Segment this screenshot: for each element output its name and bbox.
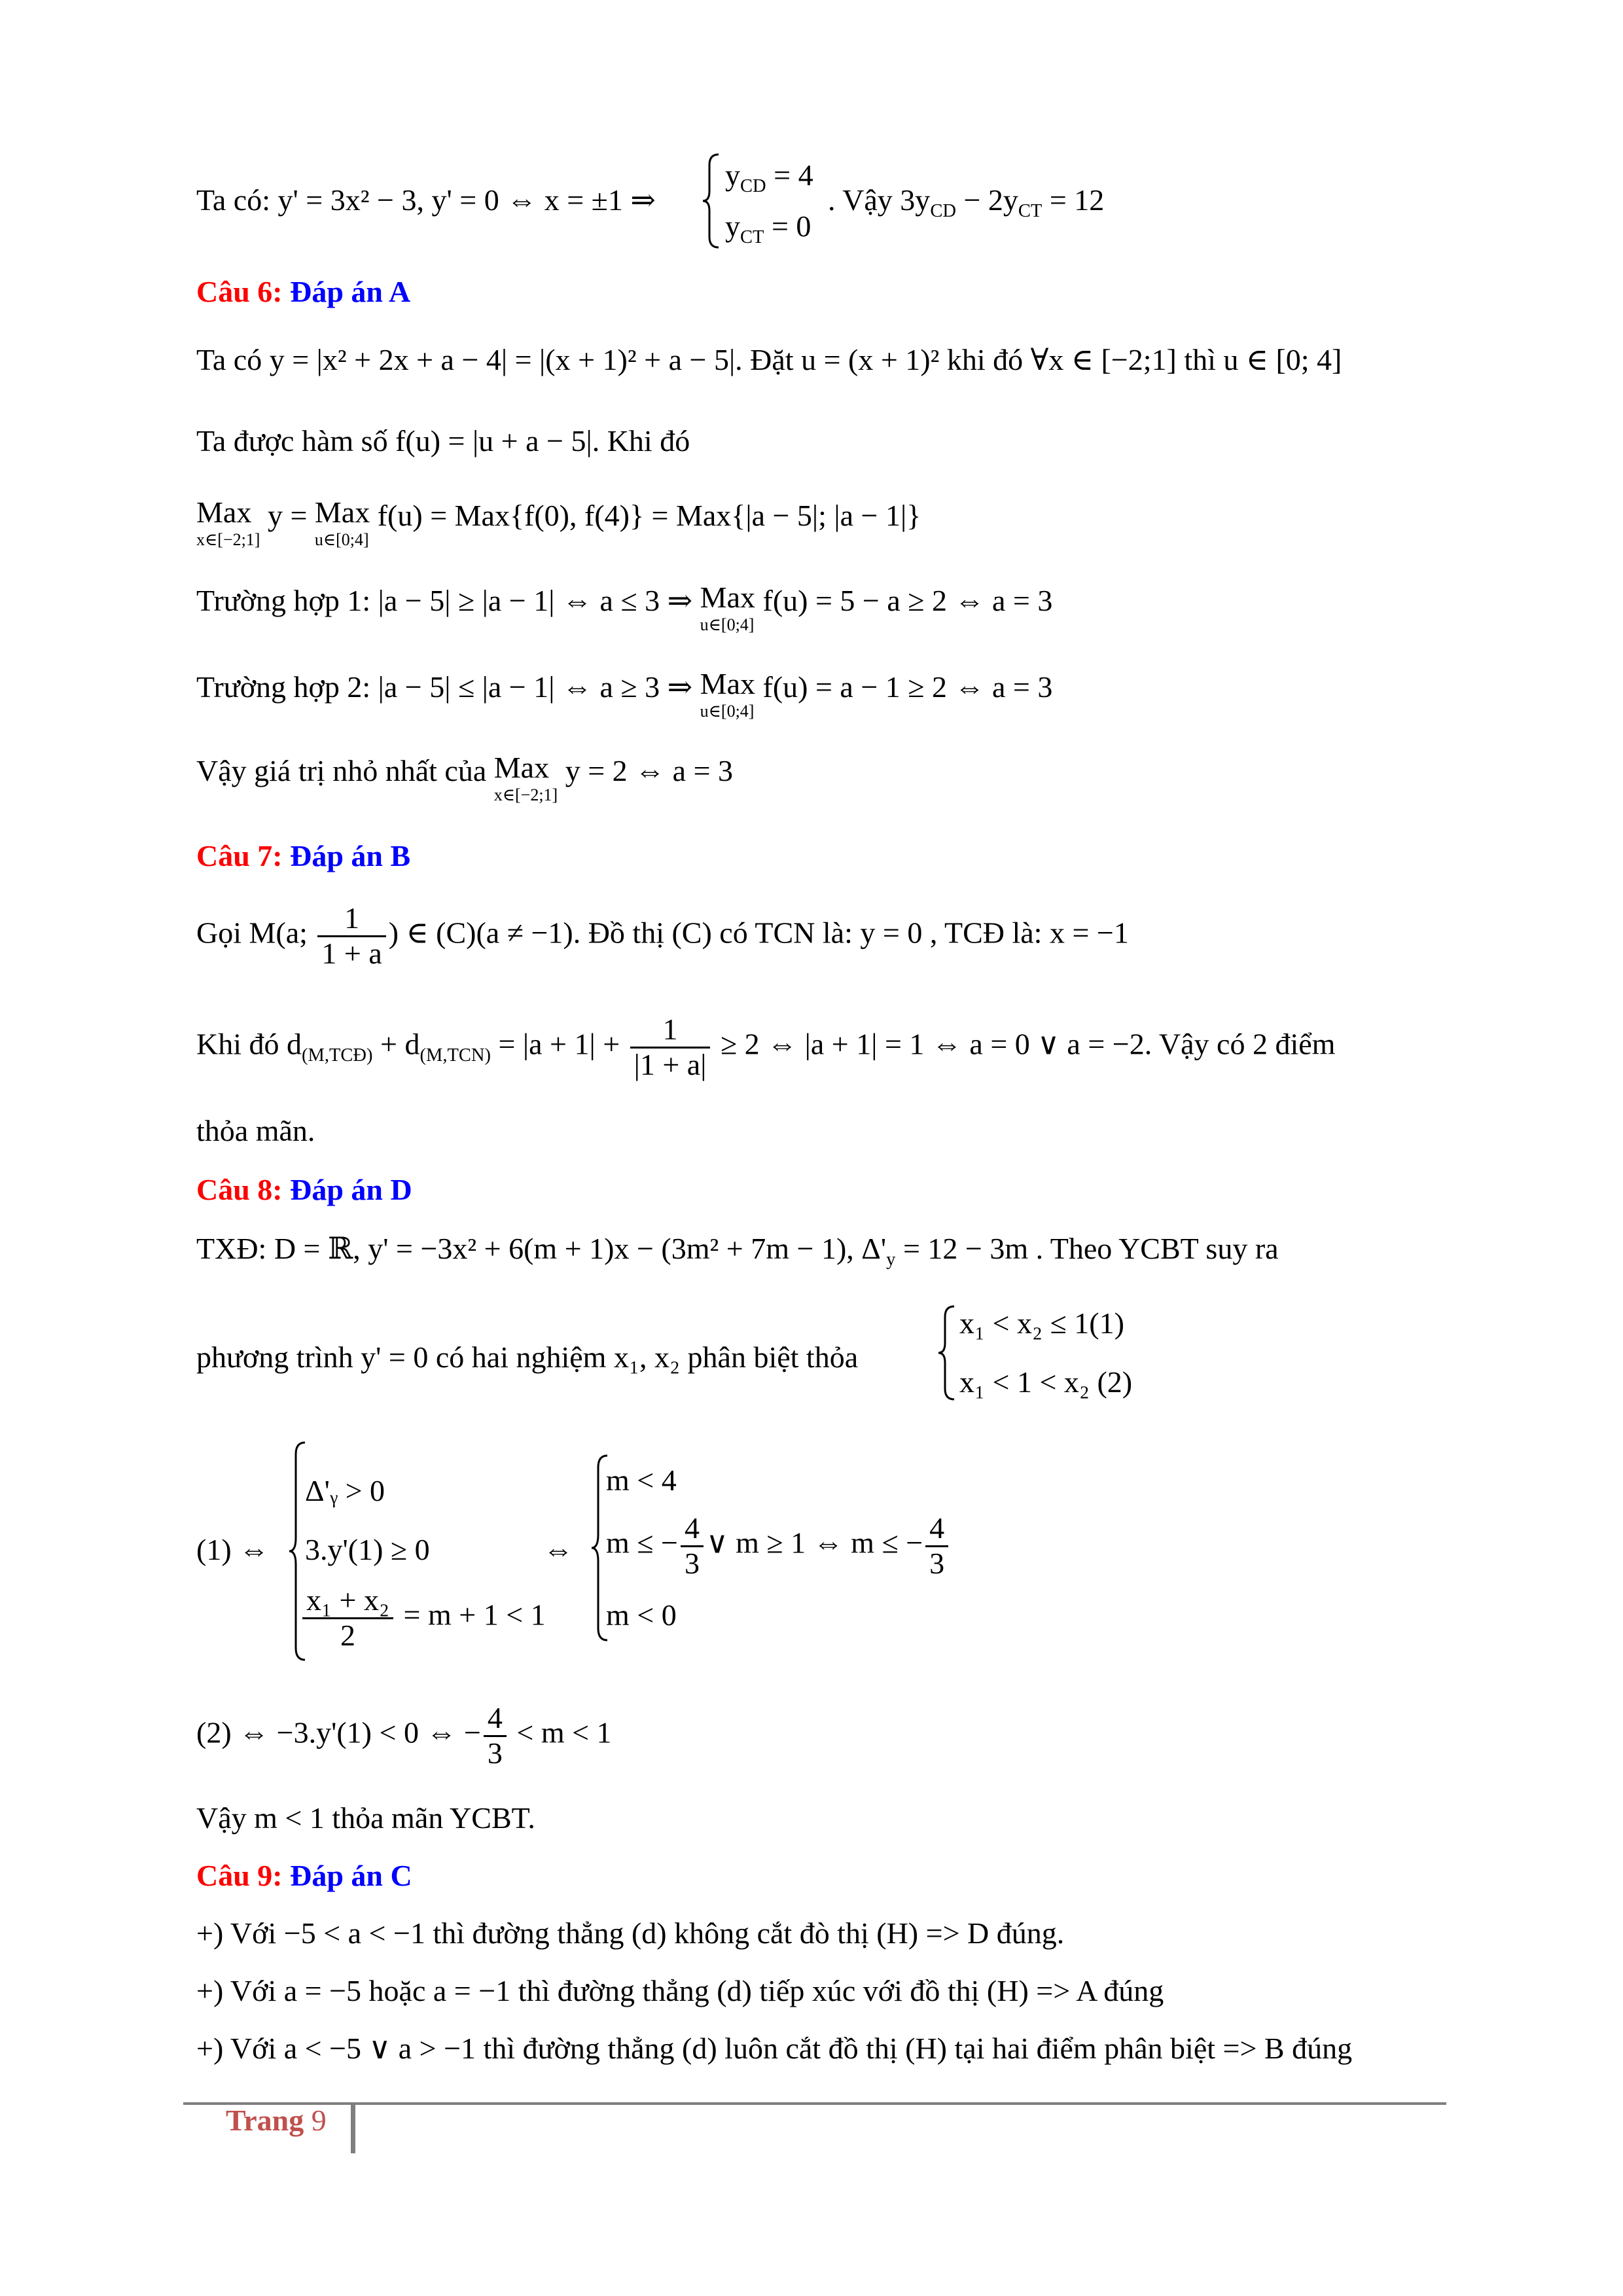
q8-case1-result-3: m < 0	[606, 1598, 677, 1632]
intro-line	[196, 182, 656, 218]
intro-text: Ta có: y' = 3x² − 3, y' = 0 ⇔ x = ±1 ⇒	[196, 183, 656, 217]
q7-line-2: Khi đó $d_{(M,TCĐ)} + d_{(M,TCN)} = |a + 1|$ + $\frac{1}{|1 + a|}$ ≥ 2 ⇔ |a + 1| = 1 ⇔ a = 0 ∨ a = −2. Vậy có 2 điểm	[196, 1013, 1336, 1081]
q8-case1-lhs: (1) ⇔	[196, 1533, 270, 1566]
footer-rule	[183, 2102, 1446, 2105]
page-number: 9	[311, 2104, 327, 2137]
q6-case-2: Trường hợp 2: |a − 5| ≤ |a − 1| ⇔ a ≥ 3 ⇒ Max u∈[0;4] f(u) = a − 1 ≥ 2 ⇔ a = 3	[196, 667, 1053, 721]
q8-line-1: TXĐ: D = ℝ, y' = −3x² + 6(m + 1)x − (3m² + 7m − 1), $\Delta'_y = 12 - 3m$ . Theo YCBT suy ra	[196, 1232, 1279, 1270]
q8-condition-1: x₁ < x₂ ≤ 1(1)	[959, 1306, 1124, 1340]
question-9-heading: Câu 9: Đáp án C	[196, 1859, 412, 1892]
q8-case1-row-1: Δ'ᵧ > 0	[305, 1474, 385, 1507]
footer-divider	[351, 2102, 355, 2153]
q6-case-1: Trường hợp 1: |a − 5| ≥ |a − 1| ⇔ a ≤ 3 ⇒ Max u∈[0;4] f(u) = 5 − a ≥ 2 ⇔ a = 3	[196, 581, 1053, 634]
q6-line-3: Max x∈[−2;1] y = Max u∈[0;4] f(u) = Max{f(0), f(4)} = Max{|a − 5|; |a − 1|}	[196, 495, 921, 549]
intro-conclusion: . Vậy $3y_{CD} - 2y_{CT} = 12$	[828, 183, 1105, 222]
q6-line-1: Ta có y = |x² + 2x + a − 4| = |(x + 1)² + a − 5|. Đặt u = (x + 1)² khi đó ∀x ∈ [−2;1] thì u ∈ [0; 4]	[196, 343, 1342, 376]
q9-line-2: +) Với a = −5 hoặc a = −1 thì đường thẳng (d) tiếp xúc với đồ thị (H) => A đúng	[196, 1974, 1164, 2007]
q8-case1-result-1: m < 4	[606, 1463, 677, 1497]
page-footer	[226, 2102, 327, 2138]
footer-label: Trang	[226, 2104, 304, 2137]
yct-row: $y_{CT} = 0$	[725, 209, 812, 248]
q8-line-2: phương trình y' = 0 có hai nghiệm x₁, x₂ phân biệt thỏa	[196, 1340, 859, 1374]
system-brace	[702, 152, 721, 250]
q6-line-2: Ta được hàm số f(u) = |u + a − 5|. Khi đó	[196, 424, 690, 457]
question-8-heading: Câu 8: Đáp án D	[196, 1173, 412, 1206]
q9-line-3: +) Với a < −5 ∨ a > −1 thì đường thẳng (d) luôn cắt đồ thị (H) tại hai điểm phân biệt => B đúng	[196, 2032, 1353, 2065]
q8-case1-row-3: $\frac{\text{x₁ + x₂}}{2}$ = m + 1 < 1	[300, 1584, 546, 1652]
q8-case2: (2) ⇔ −3.y'(1) < 0 ⇔ − $\frac{4}{3}$ < m < 1	[196, 1701, 612, 1770]
question-6-heading: Câu 6: Đáp án A	[196, 275, 411, 308]
q7-line-1: Gọi M(a; $\frac{1}{1 + a}$ ) ∈ (C)(a ≠ −1). Đồ thị (C) có TCN là: y = 0 , TCĐ là: x = −1	[196, 901, 1129, 970]
q8-case1-row-2: 3.y'(1) ≥ 0	[305, 1533, 430, 1566]
q7-line-3: thỏa mãn.	[196, 1114, 315, 1147]
q8-conclusion: Vậy m < 1 thỏa mãn YCBT.	[196, 1801, 535, 1835]
q8-conditions-brace	[937, 1304, 957, 1402]
q6-conclusion: Vậy giá trị nhỏ nhất của Max x∈[−2;1] y = 2 ⇔ a = 3	[196, 751, 734, 804]
q8-case1-result-2: m ≤ − $\frac{4}{3}$ ∨ m ≥ 1 ⇔ m ≤ − $\frac{4}{3}$	[606, 1512, 951, 1580]
q9-line-1: +) Với −5 < a < −1 thì đường thẳng (d) không cắt đò thị (H) => D đúng.	[196, 1916, 1065, 1950]
ycd-row: $y_{CD} = 4$	[725, 158, 813, 197]
q8-condition-2: x₁ < 1 < x₂ (2)	[959, 1365, 1133, 1399]
q8-equivalence: ⇔	[543, 1533, 573, 1566]
question-7-heading: Câu 7: Đáp án B	[196, 839, 411, 872]
